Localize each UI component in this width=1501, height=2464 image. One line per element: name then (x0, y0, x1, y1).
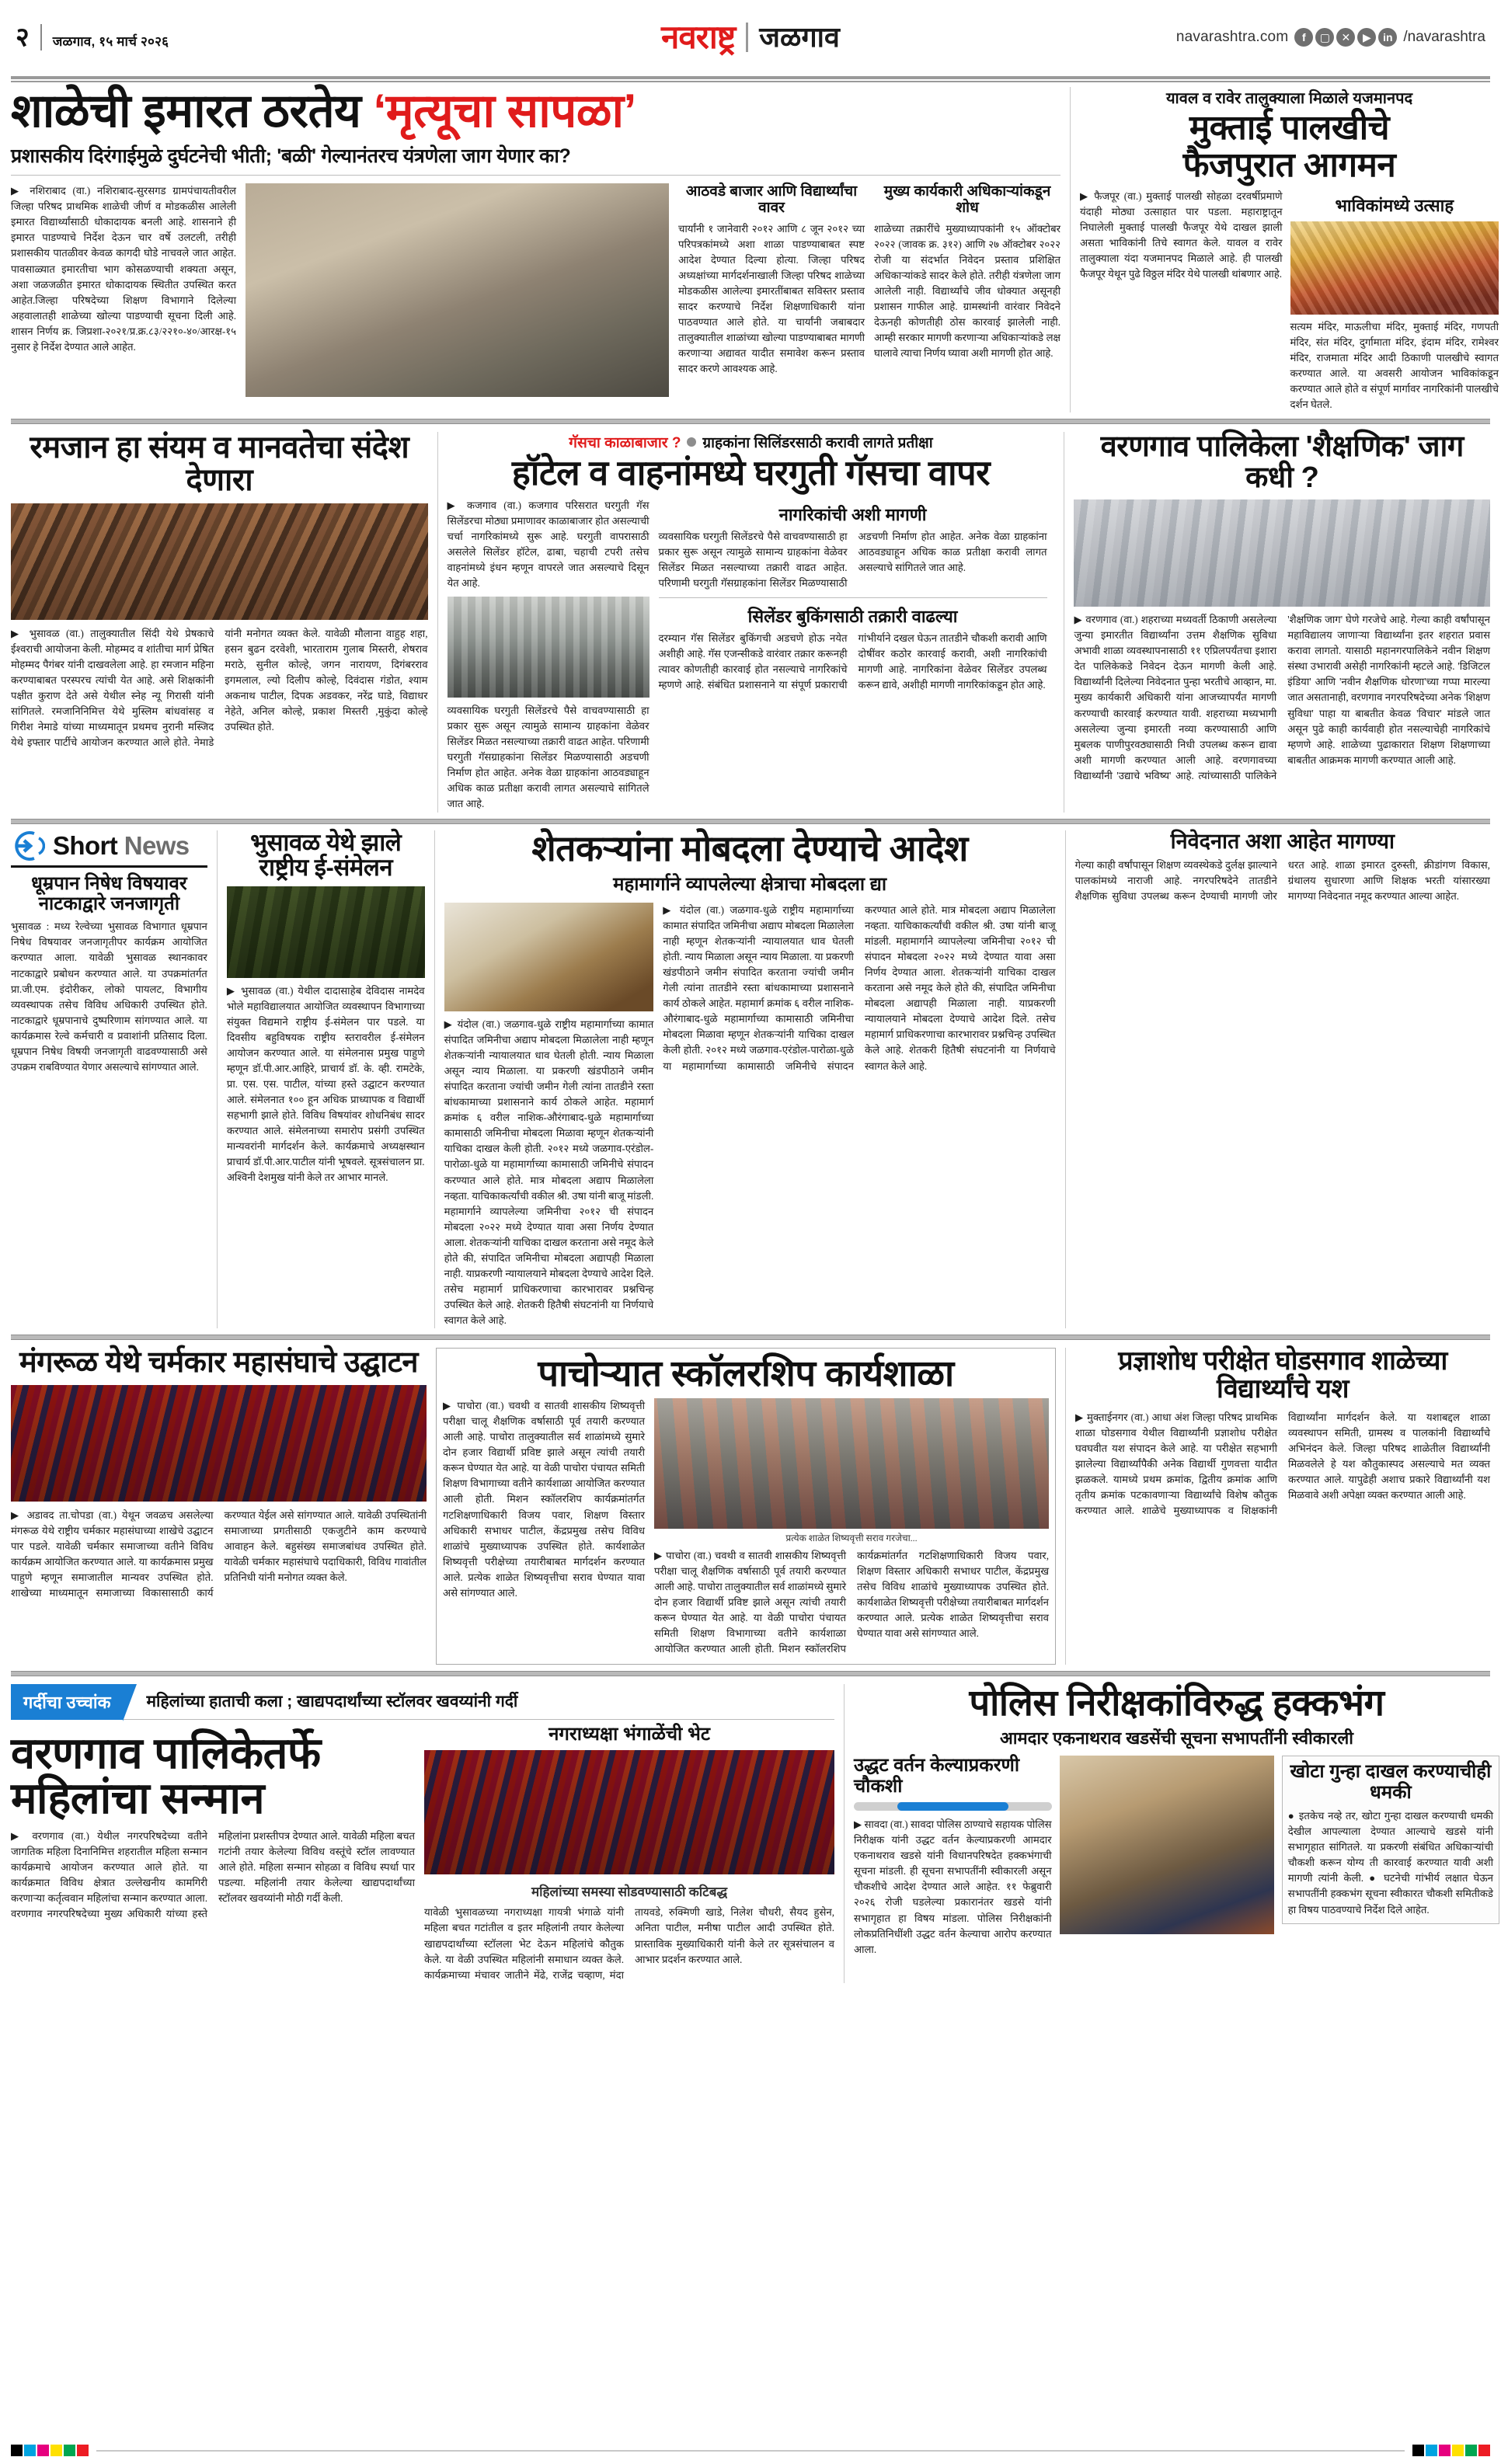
women-honour-content (11, 1724, 834, 1983)
gas-col-2 (659, 498, 1047, 813)
gas-kicker (448, 432, 1055, 452)
varangaon-body: ▶ वरणगाव (वा.) शहराच्या मध्यवर्ती ठिकाणी असलेल्या जुन्या इमारतीत विद्यार्थ्यांना उत्तम शैक्षणिक सुविधा अभावी शाळा व्यवस्थापनासाठी ११ एप्रिलपर्यंतचा इशारा देत पालिकेकडे निवेदन देऊन मागणी केली आहे. विद्यार्थ्यांनी दिलेल्या निवेदनात पुन्हा भरतीचे आव्हान, मा. मुख्य कार्यकारी अधिकारी यांना आजच्यापर्यंत मागणी करण्याची कारवाई करण्यात यावी. शहराच्या मध्यभागी असलेल्या जुन्या इमारती नव्या करण्यासाठी आणि मुबलक पाणीपुरवठ्यासाठी निधी उपलब्ध करून द्यावा अशी मागणी करण्यात आली आहे. वरणगावच्या विद्यार्थ्यांनी 'उद्याचे भविष्य' आहे. त्यांच्यासाठी पालिकेने 'शैक्षणिक जाग' घेणे गरजेचे आहे. गेल्या काही वर्षांपासून महाविद्यालय जाणाऱ्या विद्यार्थ्यांना इतर शहरात प्रवास करावा लागतो. यासाठी महानगरपालिकेने नवीन शिक्षण संस्था उभारावी असेही नागरिकांनी म्हटले आहे. 'डिजिटल इंडिया' आणि 'नवीन शैक्षणिक धोरणा'च्या गप्पा मारल्या जात असतानाही, वरणगाव नगरपरिषदेच्या अनेक 'शिक्षण सुविधा' पाहा या बाबतीत केवळ 'विचार' मांडले जात असून पुढे काही कार्यवाही होत नसल्याचेही नागरिकांचे म्हणणे आहे. शाळेच्या पुढाकारात शिक्षण शिक्षणाच्या बाबतीत आक्रमक मागणी करण्यात आली आहे. (1074, 614, 1490, 781)
police-headline: पोलिस निरीक्षकांविरुद्ध हक्कभंग (969, 1681, 1384, 1723)
swatch-yellow (50, 2445, 62, 2456)
palkhi-headline-l2: फैजपुरात आगमन (1182, 146, 1396, 184)
women-honour-story (11, 1684, 834, 1983)
accent-bar (854, 1802, 1052, 1811)
scholarship-content (443, 1398, 1049, 1657)
smoking-body: भुसावळ : मध्य रेल्वेच्या भुसावळ विभागात धूम्रपान निषेध विषयावर जनजागृतीपर कार्यक्रम आयोजित करण्यात आला. यावेळी भुसावळ स्थानकावर नाटकाद्वारे प्रबोधन करण्यात आले. या उपक्रमांतर्गत प्रा.जी.एम. इंदोरीकर, लोको पायलट, विभागीय व्यवस्थापक तसेच विविध अधिकारी उपस्थित होते. नाटकाद्वारे धूम्रपानाचे दुष्परिणाम सांगण्यात आले. या कार्यक्रमास रेल्वे कर्मचारी व प्रवाशांनी प्रतिसाद दिला. धूम्रपान निषेध विषयी जनजागृती वाढवण्यासाठी असे उपक्रम राबविण्यात येणार असल्याचे सांगण्यात आले. (11, 921, 207, 1073)
gas-headline: हॉटेल व वाहनांमध्ये घरगुती गॅसचा वापर (511, 453, 991, 493)
police-privilege-story (844, 1681, 1499, 1983)
short-news-title (53, 831, 190, 861)
youtube-icon[interactable]: ▶ (1357, 28, 1376, 47)
palkhi-headline-l1: मुक्ताई पालखीचे (1189, 109, 1390, 147)
police-left-head: उद्धट वर्तन केल्याप्रकरणी चौकशी (854, 1755, 1020, 1798)
scholarship-body-a: ▶ पाचोरा (वा.) चवथी व सातवी शासकीय शिष्यवृत्ती परीक्षा चालू शैक्षणिक वर्षासाठी पूर्व तयारी करण्यात आली आहे. पाचोरा तालुक्यातील सर्व शाळांमध्ये सुमारे दोन हजार विद्यार्थी प्रविष्ट झाले असून त्यांची तयारी करून घेण्यात येत आहे. या वेळी पाचोरा पंचायत समिती शिक्षण विभागाच्या वतीने कार्यशाळा आयोजित करण्यात आली होती. मिशन स्कॉलरशिप कार्यक्रमांतर्गत गटशिक्षणाधिकारी विजय पवार, शिक्षण विस्तार अधिकारी सभाधर पाटील, केंद्रप्रमुख तसेच विविध शाळांचे मुख्याध्यापक उपस्थित होते. कार्यशाळेत शिष्यवृत्ती परीक्षेच्या तयारीबाबत मार्गदर्शन करण्यात आले. प्रत्येक शाळेत शिष्यवृत्तीचा सराव घेण्यात यावा असे सांगण्यात आले. (443, 1400, 645, 1599)
police-photo (1060, 1756, 1274, 1934)
gas-subhead-1: नागरिकांची अशी मागणी (778, 504, 927, 524)
facebook-icon[interactable]: f (1294, 28, 1313, 47)
masthead-right (1002, 28, 1490, 47)
gavel-photo (444, 903, 654, 1011)
police-col-1 (854, 1756, 1052, 1957)
crowd-tagline: महिलांच्या हाताची कला ; खाद्यपदार्थांच्या स्टॉलवर खवय्यांनी गर्दी (123, 1684, 834, 1720)
scholarship-body-b: ▶ पाचोरा (वा.) चवथी व सातवी शासकीय शिष्यवृत्ती परीक्षा चालू शैक्षणिक वर्षासाठी पूर्व तयारी करण्यात आली आहे. पाचोरा तालुक्यातील सर्व शाळांमध्ये सुमारे दोन हजार विद्यार्थी प्रविष्ट झाले असून त्यांची तयारी करून घेण्यात येत आहे. या वेळी पाचोरा पंचायत समिती शिक्षण विभागाच्या वतीने कार्यशाळा आयोजित करण्यात आली होती. मिशन स्कॉलरशिप कार्यक्रमांतर्गत गटशिक्षणाधिकारी विजय पवार, शिक्षण विस्तार अधिकारी सभाधर पाटील, केंद्रप्रमुख तसेच विविध शाळांचे मुख्याध्यापक उपस्थित होते. कार्यशाळेत शिष्यवृत्ती परीक्षेच्या तयारीबाबत मार्गदर्शन करण्यात आले. प्रत्येक शाळेत शिष्यवृत्तीचा सराव घेण्यात यावा असे सांगण्यात आले. (654, 1550, 1049, 1655)
news-label: News (124, 830, 190, 860)
short-news-rule (11, 865, 207, 868)
demands-headline: निवेदनात अशा आहेत मागण्या (1170, 829, 1395, 853)
lead-grid (11, 183, 1060, 397)
color-swatches-left (11, 2445, 89, 2456)
lead-headline-black: शाळेची इमारत ठरतेय (11, 85, 374, 137)
arrow-circle-icon (11, 830, 45, 861)
women-photo-caption: महिलांच्या समस्या सोडवण्यासाठी कटिबद्ध (531, 1885, 728, 1900)
pradnyashodh-body: ▶ मुक्ताईनगर (वा.) आधा अंश जिल्हा परिषद प्राथमिक शाळा घोडसगाव येथील विद्यार्थ्यांनी प्रज्ञाशोध परीक्षेत घवघवीत यश संपादन केले आहे. या परीक्षेत सहभागी झालेल्या विद्यार्थ्यांपैकी अनेक विद्यार्थी गुणवत्ता यादीत झळकले. यामध्ये प्रथम क्रमांक, द्वितीय क्रमांक आणि तृतीय क्रमांक पटकावणाऱ्या विद्यार्थ्यांचे विशेष कौतुक करण्यात आले. शाळेचे मुख्याध्यापक व शिक्षकांनी विद्यार्थ्यांना मार्गदर्शन केले. या यशाबद्दल शाळा व्यवस्थापन समिती, ग्रामस्थ व पालकांनी विद्यार्थ्यांचे अभिनंदन केले. जिल्हा परिषद शाळेतील विद्यार्थ्यांनी मिळवलेले हे यश कौतुकास्पद असल्याचे मत व्यक्त करण्यात आले. यापुढेही अशाच प्रकारे विद्यार्थ्यांनी यश मिळवावे अशी अपेक्षा व्यक्त करण्यात आली आहे. (1075, 1411, 1490, 1516)
swatch-green-2 (1465, 2445, 1477, 2456)
esammelan-body: ▶ भुसावळ (वा.) येथील दादासाहेब देविदास नामदेव भोले महाविद्यालयात आयोजित व्यवस्थापन विभागाच्या संयुक्त विद्यमाने राष्ट्रीय ई-संमेलन पार पडले. या दिवसीय बहुविषयक राष्ट्रीय स्तरावरील ई-संमेलन आयोजन करण्यात आले. या संमेलनास प्रमुख पाहुणे म्हणून डॉ.पी.आर.आहिरे, प्राचार्य डॉ. के. व्ही. रामटेके, प्रा. एस. एस. पाटील, यांच्या हस्ते उद्घाटन करण्यात आले. संमेलनात १०० हून अधिक प्राध्यापक व विद्यार्थी सहभागी झाले होते. विविध विषयांवर शोधनिबंध सादर करण्यात आले. संमेलनाच्या समारोप प्रसंगी उपस्थित मान्यवरांनी मार्गदर्शन केले. कार्यक्रमाचे अध्यक्षस्थान प्राचार्य डॉ.पी.आर.पाटील यांनी भूषवले. सूत्रसंचालन प्रा. अश्विनी देशमुख यांनी केले तर आभार मानले. (226, 984, 425, 1184)
charmakar-headline: मंगरूळ येथे चर्मकार महासंघाचे उद्घाटन (19, 1346, 419, 1380)
edition-date: जळगाव, १५ मार्च २०२६ (52, 34, 169, 49)
short-label: Short (53, 830, 118, 860)
edition-name: जळगाव (759, 21, 840, 53)
ramzan-photo (11, 503, 428, 620)
social-icons (1294, 28, 1397, 47)
threat-head: खोटा गुन्हा दाखल करण्याचीही धमकी (1290, 1761, 1492, 1804)
gas-kicker-black: ग्राहकांना सिलिंडरसाठी करावी लागते प्रतीक्षा (702, 435, 933, 452)
lead-photo (246, 183, 669, 397)
swatch-magenta-2 (1439, 2445, 1451, 2456)
gas-body-3: दरम्यान गॅस सिलेंडर बुकिंगची अडचणे होऊ नयेत अशीही आहे. गॅस एजन्सीकडे वारंवार तक्रार करूनही त्यावर कोणतीही कारवाई होत नसल्याचे नागरिकांचे म्हणणे आहे. संबंधित प्रशासनाने या संपूर्ण प्रकाराची गांभीर्याने दखल घेऊन तातडीने चौकशी करावी आणि दोषींवर कठोर कारवाई करावी, अशी नागरिकांची मागणी आहे. नागरिकांना वेळेवर सिलेंडर उपलब्ध करून द्यावे, अशीही मागणी नागरिकांकडून होत आहे. (658, 632, 1047, 691)
lead-subhead-2: मुख्य कार्यकारी अधिकाऱ्यांकडून शोध (883, 183, 1051, 217)
farmer-body-b: ▶ यंदोल (वा.) जळगाव-धुळे राष्ट्रीय महामार्गाच्या कामात संपादित जमिनीचा अद्याप मोबदला मिळालेला नाही म्हणून शेतकऱ्यांनी न्यायालयात धाव घेतली होती. न्याय मिळाला असून न्याय मिळाला. या प्रकरणी खंडपीठाने जमीन संपादित करताना ज्यांची जमीन गेली त्यांना तातडीने रस्ता बांधकामाच्या प्रशासनाने कार्य ठोकले आहेत. महामार्ग क्रमांक ६ वरील नाशिक-औरंगाबाद-धुळे महामार्गाच्या कामासाठी जमिनीचा मोबदला मिळावा म्हणून शेतकऱ्यांनी याचिका दाखल केली होती. २०१२ मध्ये जळगाव-एरंडोल-पारोळा-धुळे या महामार्गाच्या कामासाठी जमिनीचे संपादन करण्यात आले होते. मात्र मोबदला अद्याप मिळालेला नव्हता. याचिकाकर्त्यांची वकील श्री. उषा यांनी बाजू मांडली. महामार्गाने व्यापलेल्या जमिनीचा २०१२ ची संपादन मोबदला २०२२ मध्ये देण्यात यावा असा निर्णय देण्यात आला. शेतकऱ्यांनी याचिका दाखल करताना असे नमूद केले होते की, संपादित जमिनीचा मोबदला अद्यापही मिळाला नाही. याप्रकरणी न्यायालयाने मोबदला देण्याचे आदेश दिले. तसेच महामार्ग प्राधिकरणाचा कारभारावर प्रश्नचिन्ह उपस्थित केले आहे. शेतकरी हितैषी संघटनांनी या निर्णयाचे स्वागत केले आहे. (663, 903, 1056, 1072)
demands-body: गेल्या काही वर्षांपासून शिक्षण व्यवस्थेकडे दुर्लक्ष झाल्याने पालकांमध्ये नाराजी आहे. नगरपरिषदेने तातडीने शैक्षणिक सुविधा उपलब्ध करून देण्याची मागणी जोर धरत आहे. शाळा इमारत दुरुस्ती, क्रीडांगण विकास, ग्रंथालय सुधारणा आणि शिक्षक भरती यांसारख्या मागण्या निवेदनात नमूद करण्यात आल्या आहेत. (1074, 859, 1490, 903)
swatch-black-2 (1412, 2445, 1424, 2456)
pradnyashodh-headline: प्रज्ञाशोध परीक्षेत घोडसगाव शाळेच्या विद्यार्थ्यांचे यश (1118, 1346, 1447, 1404)
swatch-cyan-2 (1426, 2445, 1437, 2456)
divider (11, 175, 1060, 176)
police-col-2 (1060, 1756, 1274, 1957)
lead-body-1: ▶ नशिराबाद (वा.) नशिराबाद-सुरसगड ग्रामपंचायतीवरील जिल्हा परिषद प्राथमिक शाळेची जीर्ण व मोडकळीस आलेली इमारत विद्यार्थ्यांसाठी धोकादायक बनली आहे. शासनाने ही इमारत पाडण्याचे निर्देश देऊन चार वर्षे उलटली, तरीही प्रशासकीय पातळीवर केवळ कागदी घोडे नाचवले जात आहेत. पावसाळ्यात इमारतीचा भाग कोसळण्याची शक्यता असून, अशा जळजळीत इमारत धोकादायक स्थितीत उपस्थित करत आहेत.जिल्हा परिषदेच्या शिक्षण विभागाने दिलेल्या अहवालातही शाळेच्या खोल्या पाडण्याची सूचना दिली आहे. शासन निर्णय क्र. जिप्रशा-२०२१/प्र.क्र.८३/२२१०-४०/आरक्ष-१५ नुसार हे निर्देश देण्यात आले आहेत. (11, 185, 236, 353)
charmakar-photo (11, 1385, 427, 1502)
varangaon-photo (1074, 499, 1490, 607)
section-rule-3 (11, 1335, 1490, 1340)
farmer-col-right (663, 903, 1055, 1328)
section-rule-1 (11, 419, 1490, 424)
women-col-left (11, 1724, 415, 1983)
women-body: ▶ वरणगाव (वा.) येथील नगरपरिषदेच्या वतीने जागतिक महिला दिनानिमित्त शहरातील महिला सन्मान कार्यक्रमाचे आयोजन करण्यात आले होते. या कार्यक्रमात विविध क्षेत्रात उल्लेखनीय कामगिरी करणाऱ्या कर्तृत्ववान महिलांचा सन्मान करण्यात आला. वरणगाव नगरपरिषदेच्या मुख्य अधिकारी यांच्या हस्ते महिलांना प्रशस्तीपत्र देण्यात आले. यावेळी महिला बचत गटांनी तयार केलेल्या विविध वस्तूंचे स्टॉल लावण्यात आले होते. महिला सन्मान सोहळा व विविध स्पर्धा पार पडल्या. महिलांनी तयार केलेल्या खाद्यपदार्थांच्या स्टॉलवर खवय्यांनी मोठी गर्दी केली. (11, 1830, 415, 1920)
pradnyashodh-story (1065, 1348, 1490, 1664)
bullet-dot-icon (687, 437, 696, 447)
scholarship-col-left (443, 1398, 645, 1657)
gas-body-2: व्यवसायिक घरगुती सिलेंडरचे पैसे वाचवण्यासाठी हा प्रकार सुरू असून त्यामुळे सामान्य ग्राहकांना वेळेवर सिलेंडर मिळत नसल्याच्या तक्रारी वाढत आहेत. परिणामी घरगुती गॅसग्राहकांना सिलेंडर मिळण्यासाठी अडचणी निर्माण होत आहेत. अनेक वेळा ग्राहकांना आठवड्याहून अधिक काळ प्रतीक्षा करावी लागत असल्याचे सांगितले जात आहे. (658, 530, 1047, 589)
x-icon[interactable]: ✕ (1336, 28, 1355, 47)
charmakar-story (11, 1348, 427, 1664)
lead-headline-red: ‘मृत्यूचा सापळा’ (373, 85, 636, 137)
palkhi-body-left: ▶ फैजपूर (वा.) मुक्ताई पालखी सोहळा दरवर्षीप्रमाणे यंदाही मोठ्या उत्साहात पार पडला. महाराष्ट्रातून निघालेली मुक्ताई पालखी फैजपूर येथे दाखल झाली असता भाविकांनी तिचे स्वागत केले. यावल व रावेर तालुक्याला यंदा यजमानपद मिळाले आहे. ही पालखी फैजपूर येथून पुढे विठ्ठल मंदिर येथे पालखी थांबणार आहे. (1080, 190, 1283, 280)
brand-separator (746, 23, 748, 52)
crowd-tag-bar (11, 1684, 834, 1720)
swatch-red-2 (1478, 2445, 1490, 2456)
threat-box (1282, 1756, 1499, 1923)
lead-subhead-1: आठवडे बाजार आणि विद्यार्थ्यांचा वावर (685, 183, 858, 217)
swatch-green (64, 2445, 75, 2456)
palkhi-body-right: सत्यम मंदिर, माऊलीचा मंदिर, मुक्ताई मंदिर, गणपती मंदिर, संत मंदिर, दुर्गामाता मंदिर, इंदाम मंदिर, रामेश्वर मंदिर, राजमाता मंदिर आदी ठिकाणी पालखीचे स्वागत करण्यात आले. या अवसरी आयोजन भाविकांकडून करण्यात आले होते व संपूर्ण मार्गावर नागरिकांनी पालखीचे दर्शन घेतले. (1290, 321, 1499, 411)
palkhi-right-col (1290, 189, 1499, 412)
lead-subheadline: प्रशासकीय दिरंगाईमुळे दुर्घटनेची भीती; 'बळी' गेल्यानंतरच यंत्रणेला जाग येणार का? (11, 145, 571, 168)
masthead (11, 0, 1490, 75)
lead-col-1 (11, 183, 236, 397)
ramzan-headline: रमजान हा संयम व मानवतेचा संदेश देणारा (30, 430, 409, 497)
women-headline: वरणगाव पालिकेतर्फे महिलांचा सन्मान (11, 1728, 321, 1822)
short-news-header (11, 830, 207, 861)
varangaon-school-story (1064, 432, 1490, 812)
lead-story-section (11, 85, 1499, 412)
ramzan-story (11, 432, 428, 812)
smoking-headline: धूम्रपान निषेध विषयावर नाटकाद्वारे जनजागृती (31, 872, 187, 914)
gas-story (437, 432, 1055, 812)
swatch-yellow-2 (1452, 2445, 1464, 2456)
masthead-left (11, 24, 499, 50)
lead-body-3: शाळेच्या तक्रारींचे मुख्याध्यापकांनी १५ ऑक्टोबर २०२२ (जावक क्र. ३१२) आणि २७ ऑक्टोबर २०२२ रोजी या संदर्भात निवेदन प्रस्ताव प्रशिक्षित अधिकाऱ्यांकडे सादर केले होते. तरीही यंत्रणेला जाग आलेली नाही. विद्यार्थ्यांचे जीव धोक्यात असूनही प्रशासन गाफील आहे. ग्रामस्थांनी वारंवार निवेदने देऊनही कोणतीही ठोस कारवाई झालेली नाही. आम्ही सरकार मागणी करणाऱ्या अधिकाऱ्यांकडे लक्ष घालावे त्याचा निर्णय घ्यावा अशी मागणी होत आहे. (874, 222, 1060, 360)
scholarship-photo-caption: प्रत्येक शाळेत शिष्यवृत्ती सराव गरजेचा... (785, 1533, 918, 1544)
lead-body-2: चार्यांनी १ जानेवारी २०१२ आणि ८ जून २०१२ च्या परिपत्रकांमध्ये अशा शाळा पाडण्याबाबत स्पष्ट आदेश देण्यात दिल्या होत्या. जिल्हा परिषद अध्यक्षांच्या मार्गदर्शनाखाली जिल्हा परिषद शाळेच्या मोडकळीस आलेल्या इमारतींबाबत सविस्तर प्रस्ताव सादर करण्याचे निर्देश शिक्षणाधिकारी यांना पाठवण्यात आले होते. या चार्यांनी जबाबदार तालुक्यातील शाळांच्या खोल्या पाडण्याबाबत मागणी करणाऱ्या अद्यावत यादीत समावेश करून प्रस्ताव सादर करणे आवश्यक आहे. (678, 222, 865, 375)
row-four (11, 1348, 1490, 1664)
masthead-center (499, 21, 1001, 54)
police-subhead: आमदार एकनाथराव खडसेंची सूचना सभापतींनी स्वीकारली (1000, 1728, 1353, 1749)
crowd-tag: गर्दीचा उच्चांक (11, 1684, 123, 1720)
instagram-icon[interactable]: ▢ (1315, 28, 1334, 47)
scholarship-headline: पाचोऱ्यात स्कॉलरशिप कार्यशाळा (538, 1352, 954, 1394)
mayor-visit-head: नगराध्यक्षा भंगाळेंची भेट (549, 1723, 710, 1745)
demands-box (1065, 830, 1490, 1329)
gas-kicker-red: गॅसचा काळाबाजार ? (569, 435, 681, 452)
esammelan-headline: भुसावळ येथे झाले राष्ट्रीय ई-संमेलन (250, 828, 402, 882)
farmer-content (444, 903, 1056, 1328)
gas-photo (448, 597, 650, 698)
swatch-red (77, 2445, 89, 2456)
palkhi-kicker: यावल व रावेर तालुक्याला मिळाले यजमानपद (1165, 90, 1413, 107)
swatch-magenta (37, 2445, 49, 2456)
masthead-divider (40, 24, 42, 50)
swatch-black (11, 2445, 23, 2456)
color-swatches-right (1412, 2445, 1490, 2456)
section-rule-4 (11, 1671, 1490, 1676)
row-three (11, 827, 1490, 1329)
threat-body: ● इतकेच नव्हे तर, खोटा गुन्हा दाखल करण्याची धमकी देखील आपल्याला देण्यात आल्याचे खडसे यांनी सभागृहात सांगितले. या प्रकरणी संबंधित अधिकाऱ्यांची चौकशी करून योग्य ती कारवाई करण्यात यावी अशी मागणी त्यांनी केली. ● घटनेची गांभीर्य लक्षात घेऊन सभापतींनी हक्कभंग सूचना स्वीकारत चौकशी समितीकडे हा विषय पाठवण्याचे निर्देश दिले आहेत. (1287, 1810, 1493, 1916)
scholarship-story (436, 1348, 1056, 1664)
mayor-visit-body: यावेळी भुसावळच्या नगराध्यक्षा गायत्री भंगाळे यांनी महिला बचत गटांतील व इतर महिलांनी तयार केलेल्या खाद्यपदार्थांच्या स्टॉलला भेट देऊन महिलांचे कौतुक केले. या वेळी उपस्थित महिलांनी समाधान व्यक्त केले. कार्यक्रमाच्या मंचावर जातीने मेंढे, राजेंद्र चव्हाण, मंदा तायवडे, रुक्मिणी खाडे, निलेश चौधरी, सैयद हुसेन, अनिता पाटील, मनीषा पाटील आदी उपस्थित होते. प्रास्ताविक मुख्याधिकारी यांनी केले तर सूत्रसंचालन व आभार प्रदर्शन करण्यात आले. (424, 1906, 834, 1981)
women-col-right (424, 1724, 834, 1983)
police-col-3 (1282, 1756, 1499, 1957)
gas-col-1 (448, 498, 650, 813)
section-rule-2 (11, 819, 1490, 824)
gas-content (448, 498, 1055, 813)
scholarship-col-right (654, 1398, 1049, 1657)
esammelan-story (217, 830, 425, 1329)
swatch-cyan (24, 2445, 36, 2456)
lead-col-3 (874, 183, 1060, 397)
esammelan-photo (227, 886, 425, 978)
ramzan-body: ▶ भुसावळ (वा.) तालुक्यातील सिंदी येथे प्रेषकाचे ईश्वराची आयोजना केली. मोहम्मद व शांतीचा मार्ग प्रेषित मोहम्मद पैगंबर यांनी दाखवलेला आहे. हा रमजान महिना करण्याबाबत परस्परच त्यांची येत आहे. असे शिक्षकांनी पक्षीत कुराण देते असे येथील स्नेह न्यू गिरासी यांनी सांगितले. रमजानिनिमित्त येथे मुस्लिम बांधवांसह व गिरीश नेमाडे यांच्या माध्यमातून प्रथमच नुरानी मस्जिद येथे इफ्तार पार्टीचे आयोजन करण्यात आले होते. नेमाडे यांनी मनोगत व्यक्त केले. यावेळी मौलाना वाहुह शहा, हसन बुढन दरवेशी, भारताराम गुलाब मिस्तरी, शेषराव मराठे, सुनील कोल्हे, जगन नारायण, दिगंबरराव इगमलाल, ल्यो दिलीप कोल्हे, दिवंदास गंडोत, श्याम अकनाथ पाटील, दिपक अडवकर, नरेंद्र घाडे, विद्याधर नेहेते, अनिल कोल्हे, प्रकाश मिस्तरी ,मुकुंदा कोल्हे उपस्थित होते. (11, 627, 428, 748)
palkhi-subhead: भाविकांमध्ये उत्साह (1335, 196, 1454, 215)
farmer-subhead: महामार्गाने व्यापलेल्या क्षेत्राचा मोबदला द्या (613, 873, 887, 895)
brand-logo[interactable]: नवराष्ट्र (661, 19, 736, 55)
farmer-body-a: ▶ यंदोल (वा.) जळगाव-धुळे राष्ट्रीय महामार्गाच्या कामात संपादित जमिनीचा अद्याप मोबदला मिळालेला नाही म्हणून शेतकऱ्यांनी न्यायालयात धाव घेतली होती. न्याय मिळाला असून न्याय मिळाला. या प्रकरणी खंडपीठाने जमीन संपादित करताना ज्यांची जमीन गेली त्यांना तातडीने रस्ता बांधकामाच्या प्रशासनाने कार्य ठोकले आहेत. महामार्ग क्रमांक ६ वरील नाशिक-औरंगाबाद-धुळे महामार्गाच्या कामासाठी जमिनीचा मोबदला मिळावा म्हणून शेतकऱ्यांनी याचिका दाखल केली होती. २०१२ मध्ये जळगाव-एरंडोल-पारोळा-धुळे या महामार्गाच्या कामासाठी जमिनीचे संपादन करण्यात आले होते. मात्र मोबदला अद्याप मिळालेला नव्हता. याचिकाकर्त्यांची वकील श्री. उषा यांनी बाजू मांडली. महामार्गाने व्यापलेल्या जमिनीचा २०१२ ची संपादन मोबदला २०२२ मध्ये देण्यात यावा असा निर्णय देण्यात आला. शेतकऱ्यांनी याचिका दाखल करताना असे नमूद केले होते की, संपादित जमिनीचा मोबदला अद्यापही मिळाला नाही. याप्रकरणी न्यायालयाने मोबदला देण्याचे आदेश दिले. तसेच महामार्ग प्राधिकरणाचा कारभारावर प्रश्नचिन्ह उपस्थित केले आहे. शेतकरी हितैषी संघटनांनी या निर्णयाचे स्वागत केले आहे. (444, 1018, 654, 1327)
row-five (11, 1681, 1493, 1983)
social-handle[interactable]: /navarashtra (1403, 29, 1485, 45)
page-number: २ (16, 23, 30, 52)
gas-body-1b: व्यवसायिक घरगुती सिलेंडरचे पैसे वाचवण्यासाठी हा प्रकार सुरू असून त्यामुळे सामान्य ग्राहकांना वेळेवर सिलेंडर मिळत नसल्याच्या तक्रारी वाढत आहेत. परिणामी घरगुती गॅसग्राहकांना सिलेंडर मिळण्यासाठी अडचणी निर्माण होत आहेत. अनेक वेळा ग्राहकांना आठवड्याहून अधिक काळ प्रतीक्षा करावी लागत असल्याचे सांगितले जात आहे. (447, 705, 650, 810)
scholarship-photo (654, 1398, 1049, 1529)
palkhi-content (1080, 189, 1499, 412)
divider (659, 597, 1047, 598)
row-two (11, 432, 1490, 812)
women-photo (424, 1750, 834, 1874)
mukta-palkhi-story (1070, 87, 1499, 412)
farmer-headline: शेतकऱ्यांना मोबदला देण्याचे आदेश (531, 827, 968, 868)
charmakar-body: ▶ अडावद ता.चोपडा (वा.) येथून जवळच असलेल्या मंगरूळ येथे राष्ट्रीय चर्मकार महासंघाच्या शाखेचे उद्घाटन पार पडले. यावेळी चर्मकार समाजाच्या वतीने विविध कार्यक्रम आयोजित करण्यात आले. या कार्यक्रमास प्रमुख पाहुणे म्हणून समाजातील मान्यवर उपस्थित होते. शाखेच्या माध्यमातून समाजाच्या विकासासाठी कार्य करण्यात येईल असे सांगण्यात आले. यावेळी उपस्थितांनी समाजाच्या प्रगतीसाठी एकजुटीने काम करण्याचे आवाहन केले. बहुसंख्य समाजबांधव उपस्थित होते. यावेळी चर्मकार महासंघाचे पदाधिकारी, विविध गावांतील प्रतिनिधी यांनी मनोगत व्यक्त केले. (11, 1509, 427, 1599)
linkedin-icon[interactable]: in (1378, 28, 1397, 47)
lead-story (11, 87, 1060, 412)
lead-col-2 (678, 183, 865, 397)
short-news-section (11, 830, 207, 1329)
farmer-col-left (444, 903, 654, 1328)
registration-line (96, 2450, 1405, 2452)
masthead-rule (11, 76, 1490, 82)
police-content (854, 1756, 1499, 1957)
lead-headline (11, 85, 1060, 137)
website-link[interactable]: navarashtra.com (1175, 29, 1289, 45)
varangaon-headline: वरणगाव पालिकेला 'शैक्षणिक' जाग कधी ? (1100, 430, 1464, 495)
lead-photo-wrap (246, 183, 669, 397)
police-left-body: ▶ सावदा (वा.) सावदा पोलिस ठाण्याचे सहायक पोलिस निरीक्षक यांनी उद्धट वर्तन केल्याप्रकरणी आमदार एकनाथराव खडसे यांनी विधानपरिषदेत हक्कभंगाची सूचना मांडली. ही सूचना सभापतींनी स्वीकारली असून चौकशीचे आदेश देण्यात आले आहेत. ११ फेब्रुवारी २०२६ रोजी घडलेल्या प्रकारानंतर खडसे यांनी सभागृहात हा विषय मांडला. पोलिस निरीक्षकांनी लोकप्रतिनिधींशी उद्धट वर्तन केल्याचा आरोप करण्यात आला. (854, 1818, 1052, 1955)
palkhi-left-col (1080, 189, 1283, 412)
palkhi-photo (1290, 221, 1499, 315)
registration-bar (11, 2445, 1490, 2456)
gas-body-1: ▶ कजगाव (वा.) कजगाव परिसरात घरगुती गॅस सिलेंडरचा मोठ्या प्रमाणावर काळाबाजार होत असल्याची चर्चा नागरिकांमध्ये सुरू आहे. घरगुती वापरासाठी असलेले सिलेंडर हॉटेल, ढाबा, चहाची टपरी तसेच वाहनांमध्ये इंधन म्हणून वापरले जात असल्याचे दिसून येत आहे. (447, 499, 650, 590)
gas-subhead-2: सिलेंडर बुकिंगसाठी तक्रारी वाढल्या (747, 606, 958, 626)
farmer-compensation-story (434, 827, 1056, 1329)
